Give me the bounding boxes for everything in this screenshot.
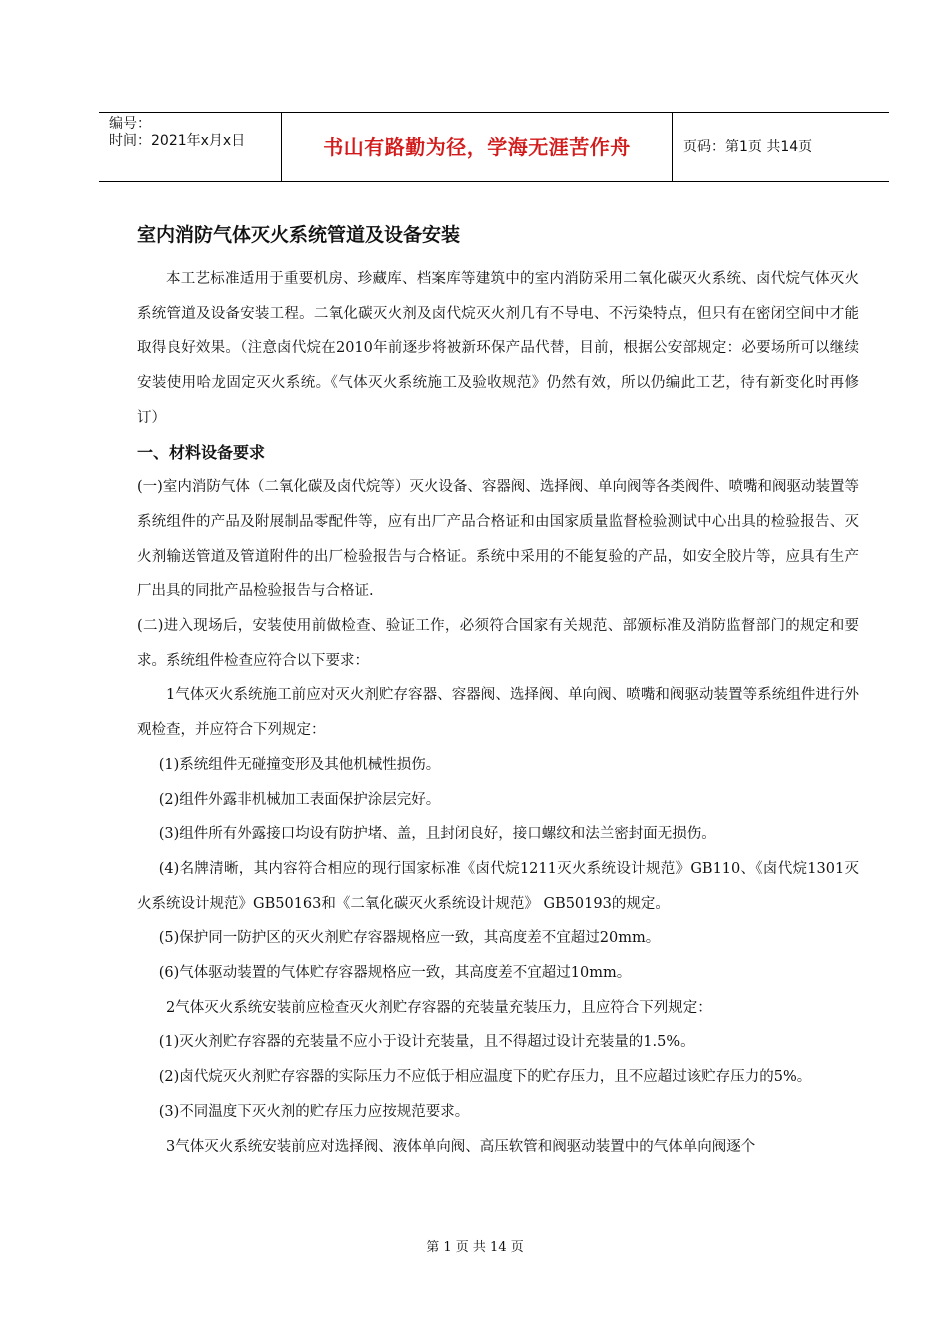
page-count-label: 页码：第1页 共14页 [683,139,813,155]
number-label: 编号： [109,116,151,132]
paragraph: (一)室内消防气体（二氧化碳及卤代烷等）灭火设备、容器阀、选择阀、单向阀等各类阀件、喷嘴和阀驱动装置等系统组件的产品及附展制品零配件等，应有出厂产品合格证和由国家质量监督检验测试中心出具的检验报告、灭火剂输送管道及管道附件的出厂检验报告与合格证。系统中采用的不能复验的产品，如安全胶片等，应具有生产厂出具的同批产品检验报告与合格证. [137,479,859,600]
time-label: 时间：2021年x月x日 [109,133,246,149]
list-item: (2)组件外露非机械加工表面保护涂层完好。 [158,791,441,808]
paragraph: (二)进入现场后，安装使用前做检查、验证工作，必须符合国家有关规范、部颁标准及消防监督部门的规定和要求。系统组件检查应符合以下要求： [137,618,859,669]
list-item: (4)名牌清晰，其内容符合相应的现行国家标准《卤代烷1211灭火系统设计规范》GB110、《卤代烷1301灭火系统设计规范》GB50163和《二氧化碳灭火系统设计规范》 GB50193的规定。 [137,860,859,912]
page-footer: 第 1 页 共 14 页 [426,1240,524,1255]
list-item: (6)气体驱动装置的气体贮存容器规格应一致，其高度差不宜超过10mm。 [158,965,632,982]
page-header [99,112,889,182]
list-item: (2)卤代烷灭火剂贮存容器的实际压力不应低于相应温度下的贮存压力，且不应超过该贮存压力的5%。 [158,1069,812,1086]
list-item: (3)组件所有外露接口均设有防护堵、盖，且封闭良好，接口螺纹和法兰密封面无损伤。 [158,826,716,843]
paragraph: 2气体灭火系统安装前应检查灭火剂贮存容器的充装量充装压力，且应符合下列规定： [166,999,712,1016]
document-body [137,262,859,1164]
header-motto: 书山有路勤为径，学海无涯苦作舟 [282,113,673,181]
section-heading: 一、材料设备要求 [137,442,266,462]
list-item: (3)不同温度下灭火剂的贮存压力应按规范要求。 [158,1103,470,1120]
document-title: 室内消防气体灭火系统管道及设备安装 [137,224,461,246]
list-item: (1)系统组件无碰撞变形及其他机械性损伤。 [158,756,441,773]
list-item: (1)灭火剂贮存容器的充装量不应小于设计充装量，且不得超过设计充装量的1.5%。 [158,1034,695,1051]
header-meta [99,113,282,181]
paragraph: 3气体灭火系统安装前应对选择阀、液体单向阀、高压软管和阀驱动装置中的气体单向阀逐个 [166,1138,756,1155]
intro-paragraph: 本工艺标准适用于重要机房、珍藏库、档案库等建筑中的室内消防采用二氧化碳灭火系统、卤代烷气体灭火系统管道及设备安装工程。二氧化碳灭火剂及卤代烷灭火剂几有不导电、不污染特点，但只有在密闭空间中才能取得良好效果。（注意卤代烷在2010年前逐步将被新环保产品代替，目前，根据公安部规定：必要场所可以继续安装使用哈龙固定灭火系统。《气体灭火系统施工及验收规范》仍然有效，所以仍编此工艺，待有新变化时再修订） [137,271,859,426]
paragraph: 1气体灭火系统施工前应对灭火剂贮存容器、容器阀、选择阀、单向阀、喷嘴和阀驱动装置等系统组件进行外观检查，并应符合下列规定： [137,687,859,739]
list-item: (5)保护同一防护区的灭火剂贮存容器规格应一致，其高度差不宜超过20mm。 [158,930,661,947]
